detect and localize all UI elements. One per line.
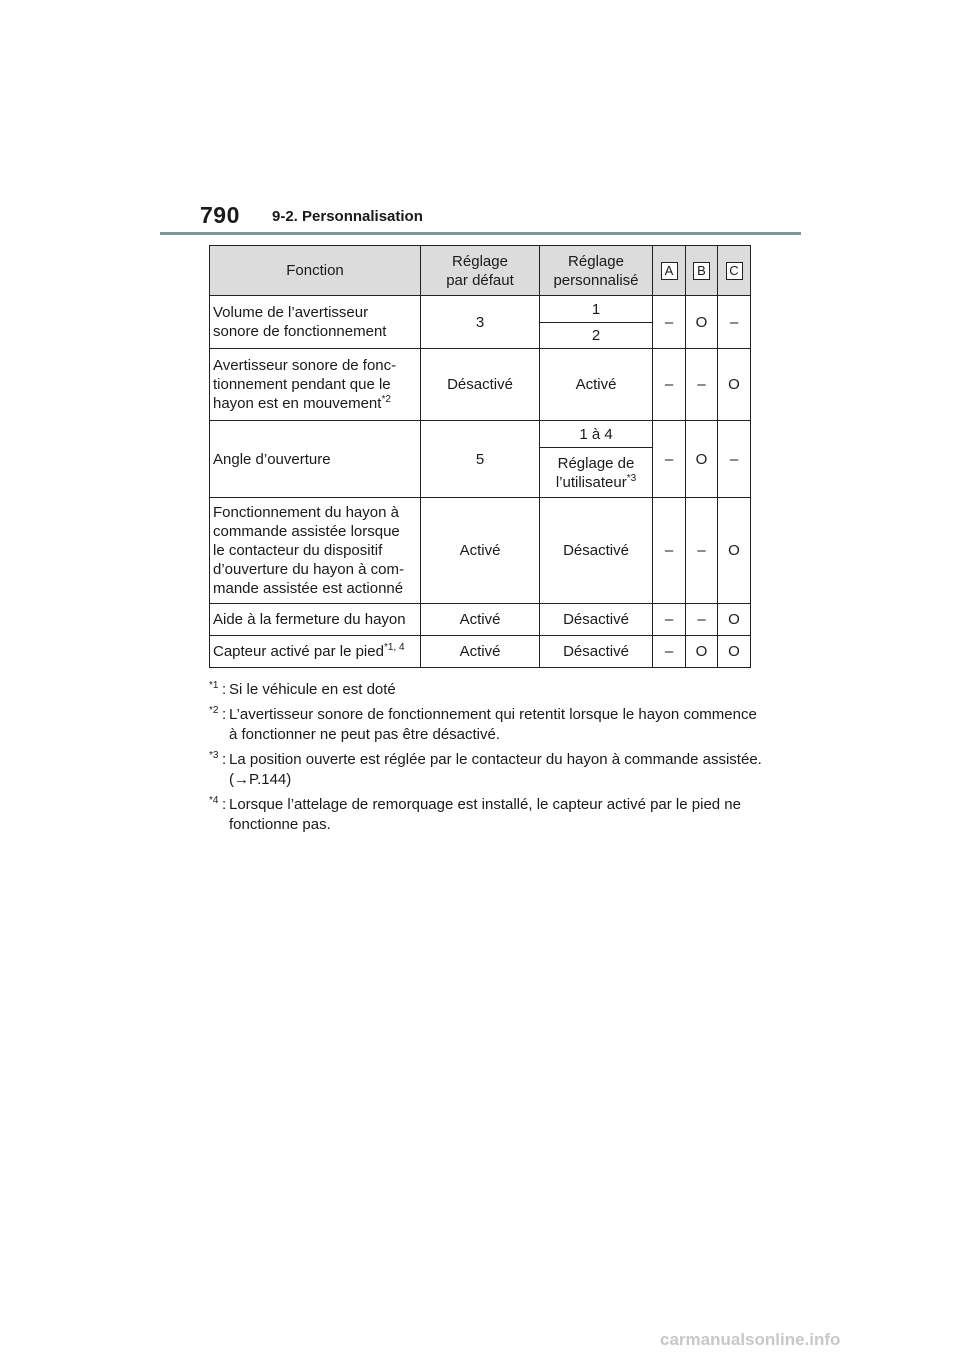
cell-b: – [686, 498, 718, 604]
cell-custom: 1 à 4 [540, 421, 653, 448]
cell-b: – [686, 604, 718, 636]
cell-function: Angle d’ouverture [210, 421, 421, 498]
custom-text: Réglage de l’utilisateur [555, 454, 635, 491]
cell-c: – [718, 296, 751, 349]
badge-b: B [693, 262, 710, 280]
page-number: 790 [200, 202, 240, 228]
cell-b: O [686, 296, 718, 349]
footnote: *1 : Si le véhicule en est doté [209, 680, 769, 700]
footnote: *2 : L’avertisseur sonore de fonctionnement qui retentit lorsque le hayon commence à fonctionner ne peut pas être désactivé. [209, 705, 769, 745]
function-text: Capteur activé par le pied [213, 643, 384, 660]
cell-default: Désactivé [421, 349, 540, 421]
badge-a: A [661, 262, 678, 280]
table-row [210, 421, 751, 448]
footnote-ref: *2 [381, 394, 391, 405]
cell-c: O [718, 636, 751, 668]
cell-custom: 2 [540, 323, 653, 349]
cell-custom: 1 [540, 296, 653, 323]
footnote-text: La position ouverte est réglée par le contacteur du hayon à commande assistée. (→P.144) [229, 751, 762, 788]
cell-default: Activé [421, 636, 540, 668]
footnote: *3 : La position ouverte est réglée par le contacteur du hayon à commande assistée. (→P.144) [209, 750, 769, 790]
cell-b: O [686, 636, 718, 668]
cell-default: Activé [421, 498, 540, 604]
cell-b: – [686, 349, 718, 421]
table-row [210, 604, 751, 636]
cell-default: 5 [421, 421, 540, 498]
table-row [210, 296, 751, 323]
cell-custom: Activé [540, 349, 653, 421]
cell-a: – [653, 498, 686, 604]
cell-c: O [718, 349, 751, 421]
customization-table [209, 245, 751, 668]
cell-a: – [653, 421, 686, 498]
cell-custom: Désactivé [540, 498, 653, 604]
footnote-text: Si le véhicule en est doté [229, 681, 396, 698]
cell-function: Fonctionnement du hayon à commande assistée lorsque le contacteur du dispositif d’ouverture du hayon à com- mande assistée est actionné [210, 498, 421, 604]
header-col-a [653, 246, 686, 296]
footnote: *4 : Lorsque l’attelage de remorquage est installé, le capteur activé par le pied ne fonctionne pas. [209, 795, 769, 835]
header-custom: Réglage personnalisé [540, 246, 653, 296]
footnote-text: L’avertisseur sonore de fonctionnement qui retentit lorsque le hayon commence à fonctionner ne peut pas être désactivé. [229, 706, 757, 743]
footnote-marker: *1 [209, 680, 219, 691]
header-rule [160, 232, 801, 235]
cell-a: – [653, 604, 686, 636]
footnote-ref: *3 [626, 472, 637, 484]
cell-function [210, 349, 421, 421]
cell-function [210, 636, 421, 668]
cell-b: O [686, 421, 718, 498]
cell-function: Aide à la fermeture du hayon [210, 604, 421, 636]
cell-c: O [718, 498, 751, 604]
section-title: 9-2. Personnalisation [272, 208, 423, 225]
footnote-marker: *2 [209, 705, 219, 716]
cell-custom [540, 448, 653, 498]
footnote-ref: *1, 4 [383, 642, 405, 653]
cell-custom: Désactivé [540, 604, 653, 636]
table-row [210, 636, 751, 668]
cell-default: 3 [421, 296, 540, 349]
cell-a: – [653, 349, 686, 421]
badge-c: C [726, 262, 743, 280]
footnote-marker: *4 [209, 795, 219, 806]
footnote-text: Lorsque l’attelage de remorquage est installé, le capteur activé par le pied ne fonctionne pas. [229, 796, 741, 833]
cell-a: – [653, 636, 686, 668]
table-header-row [210, 246, 751, 296]
header-default: Réglage par défaut [421, 246, 540, 296]
header-col-b [686, 246, 718, 296]
table-row [210, 498, 751, 604]
cell-c: – [718, 421, 751, 498]
footnotes [209, 680, 769, 840]
cell-custom: Désactivé [540, 636, 653, 668]
watermark: carmanualsonline.info [660, 1330, 841, 1349]
header-col-c [718, 246, 751, 296]
function-text: Avertisseur sonore de fonc- tionnement pendant que le hayon est en mouvement [213, 357, 397, 412]
cell-function: Volume de l’avertisseur sonore de fonctionnement [210, 296, 421, 349]
cell-default: Activé [421, 604, 540, 636]
footnote-marker: *3 [209, 750, 219, 761]
cell-a: – [653, 296, 686, 349]
header-function: Fonction [210, 246, 421, 296]
cell-c: O [718, 604, 751, 636]
table-row [210, 349, 751, 421]
